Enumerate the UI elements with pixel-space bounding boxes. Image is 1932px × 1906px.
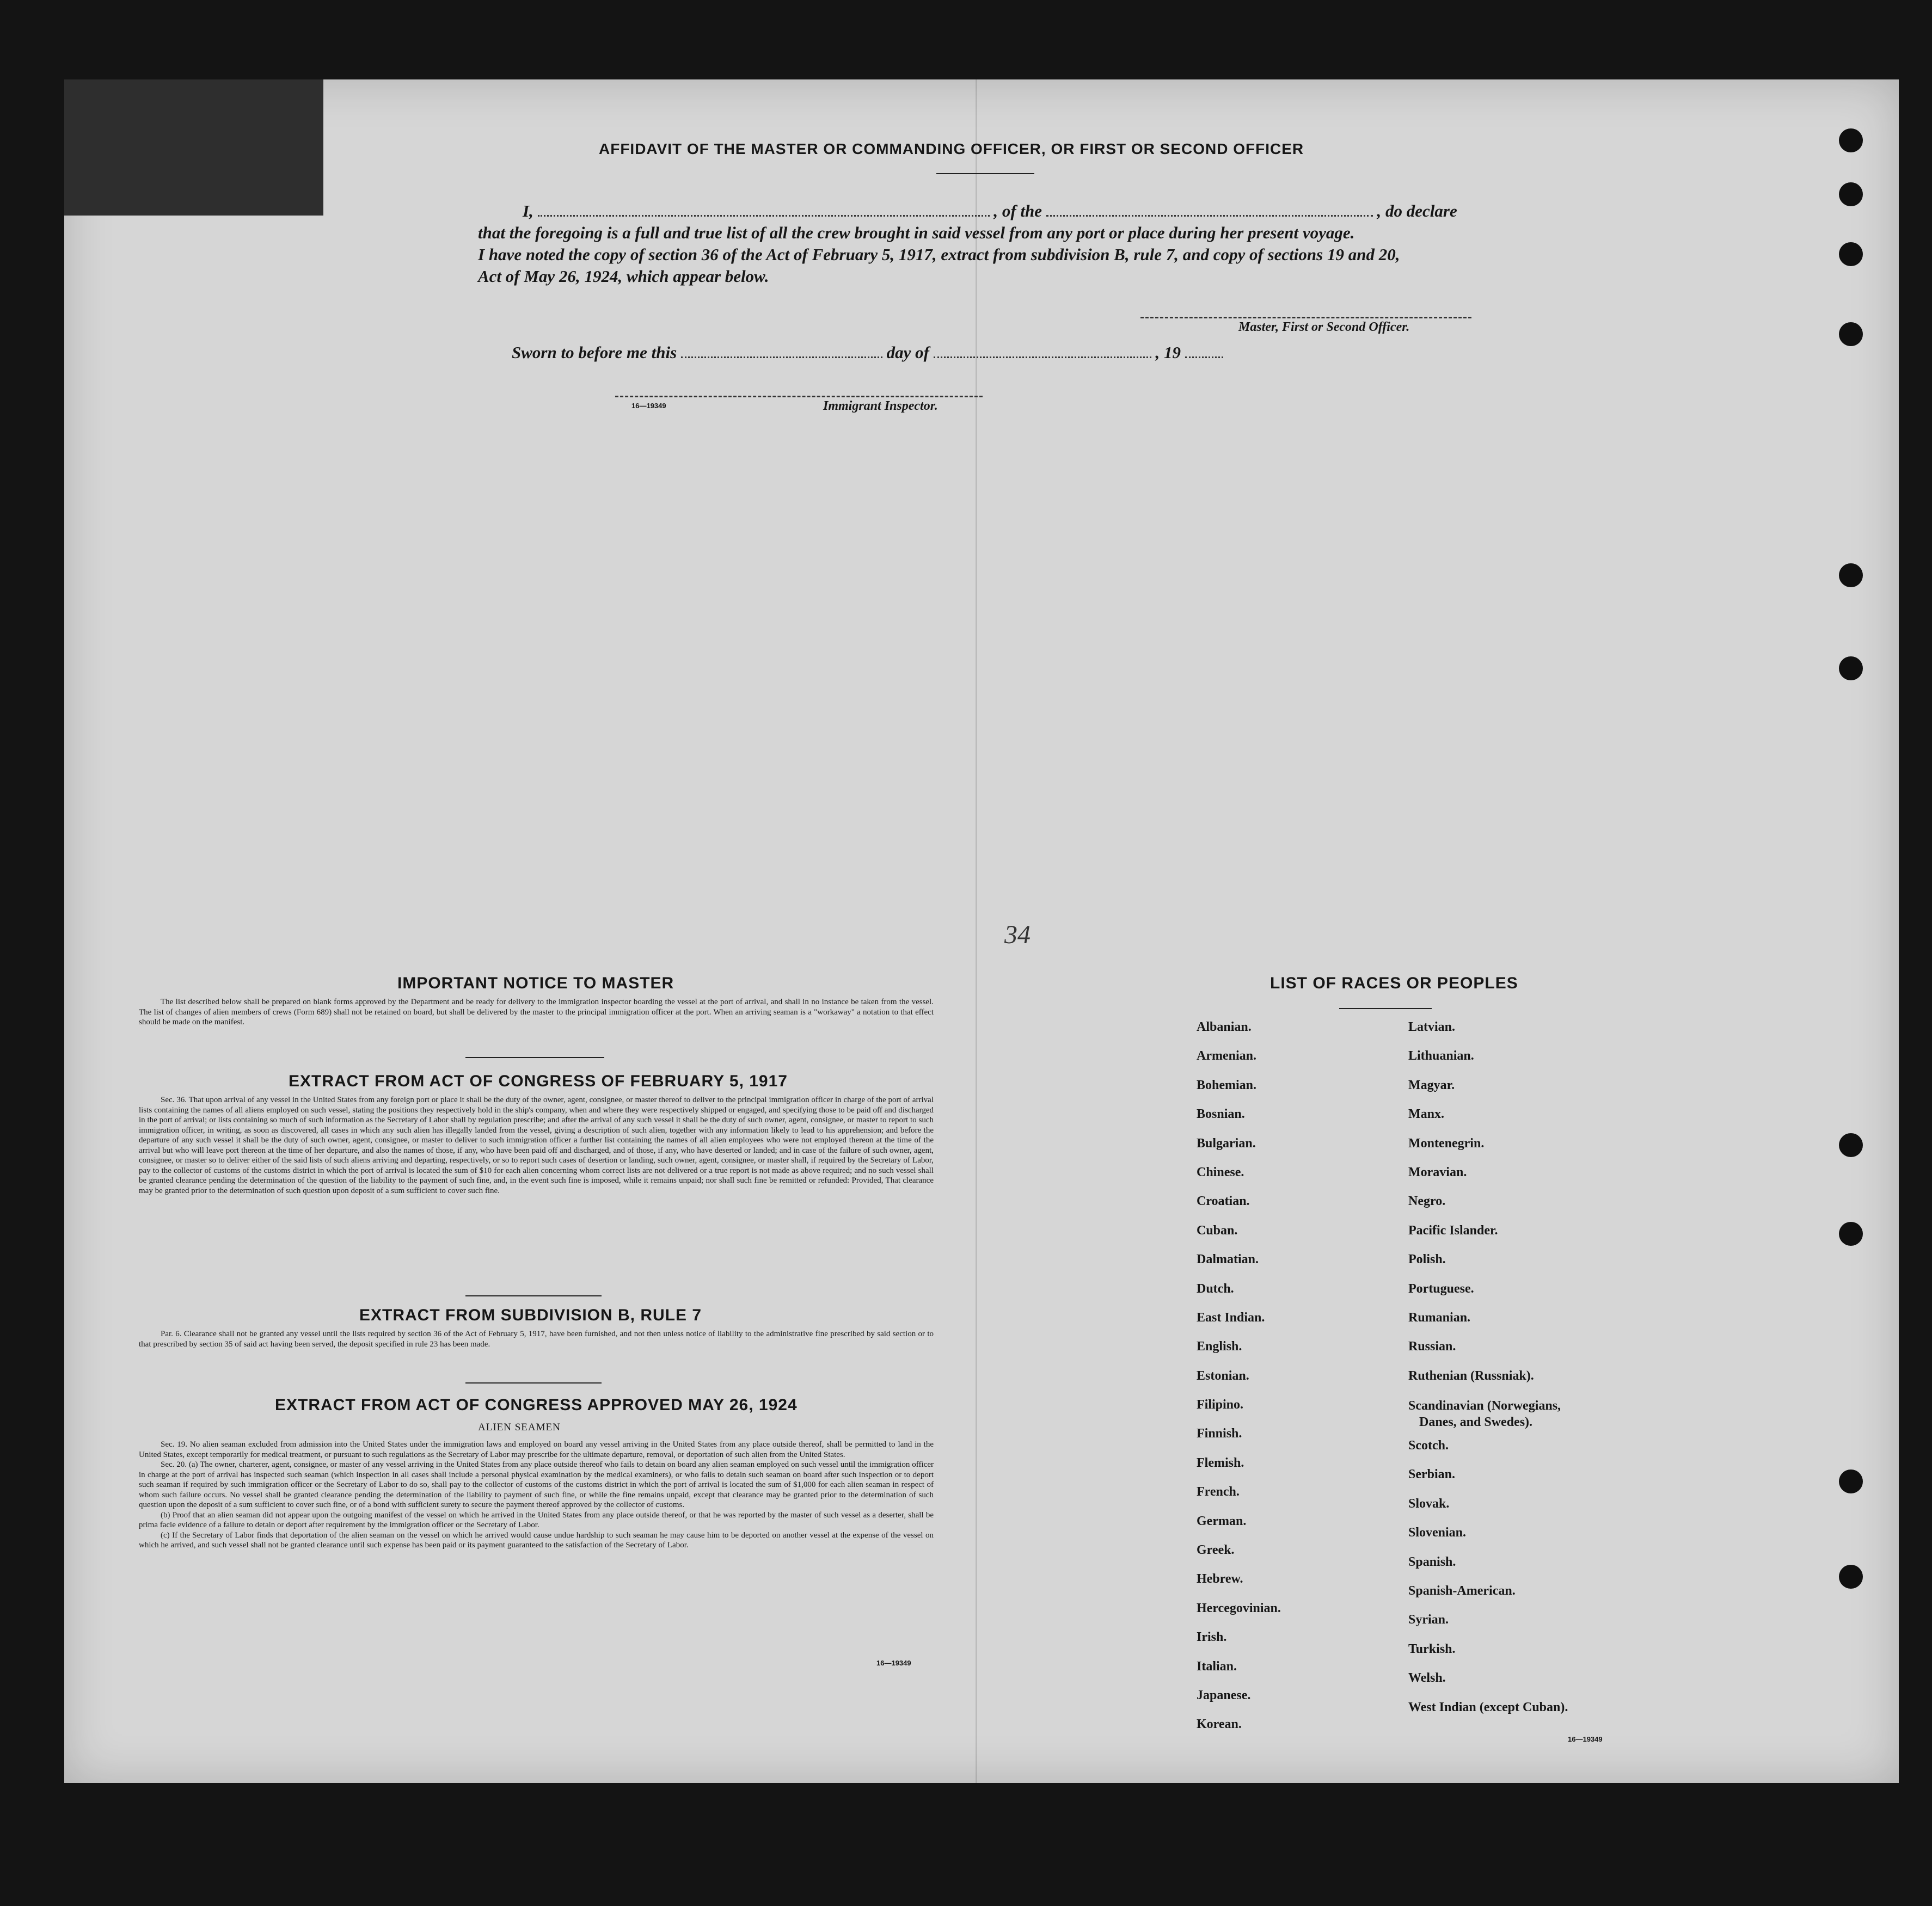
race-item: English. — [1197, 1339, 1242, 1354]
divider — [465, 1057, 604, 1058]
race-item: Filipino. — [1197, 1398, 1244, 1412]
extract-1924-title: EXTRACT FROM ACT OF CONGRESS APPROVED MAY 26, 1924 — [275, 1396, 798, 1414]
race-item-multiline — [1408, 1398, 1568, 1438]
race-item: Syrian. — [1408, 1613, 1449, 1627]
notice-paragraph: The list described below shall be prepared on blank forms approved by the Department and be ready for delivery to the immigration inspector boarding the vessel at the port of arrival, and shall in no instance be taken from the vessel. The list of changes of alien members of crews (Form 689) shall not be retained on board, but shall be delivered by the master to the principal immigration officer at the port. When an arriving seaman is a "workaway" a notation to that effect should be made on the manifest. — [139, 998, 934, 1026]
rule7-title: EXTRACT FROM SUBDIVISION B, RULE 7 — [359, 1306, 702, 1324]
divider — [465, 1382, 602, 1384]
extract-1917-title: EXTRACT FROM ACT OF CONGRESS OF FEBRUARY 5, 1917 — [289, 1072, 788, 1090]
affidavit-line-1 — [523, 201, 1457, 221]
race-item: Hebrew. — [1197, 1572, 1243, 1587]
race-item: Latvian. — [1408, 1020, 1456, 1034]
notice-text — [139, 997, 934, 1028]
form-number: 16—19349 — [1568, 1735, 1603, 1743]
race-item: Slovak. — [1408, 1496, 1450, 1511]
punch-hole — [1839, 322, 1863, 346]
rule7-text — [139, 1329, 934, 1349]
race-item: Italian. — [1197, 1659, 1237, 1674]
race-item: Portuguese. — [1408, 1281, 1474, 1296]
race-item: French. — [1197, 1485, 1240, 1499]
race-item: Finnish. — [1197, 1427, 1242, 1441]
scan-shadow — [64, 79, 323, 216]
year-blank — [1185, 356, 1223, 358]
punch-hole — [1839, 1133, 1863, 1157]
race-item: Albanian. — [1197, 1020, 1252, 1034]
punch-hole — [1839, 656, 1863, 680]
inspector-signature-line — [615, 396, 983, 397]
race-item: Negro. — [1408, 1194, 1446, 1209]
officer-label: Master, First or Second Officer. — [1238, 320, 1410, 334]
rule7-paragraph: Par. 6. Clearance shall not be granted any vessel until the lists required by section 36 of the Act of February 5, 1917, have been furnished, and not then unless notice of liability to the administrative fine prescribed by said section or to that prescribed by section 35 of said act having been served, the deposit specified in rule 23 has been made. — [139, 1330, 934, 1349]
name-blank — [538, 215, 990, 217]
vessel-blank — [1046, 215, 1373, 217]
affidavit-i: I, — [523, 201, 533, 220]
extract-1924-text — [139, 1440, 934, 1551]
race-item: Estonian. — [1197, 1368, 1249, 1383]
race-item: Lithuanian. — [1408, 1049, 1474, 1063]
punch-hole — [1839, 128, 1863, 152]
divider — [465, 1295, 602, 1296]
affidavit-line-3: I have noted the copy of section 36 of the Act of February 5, 1917, extract from subdivision B, rule 7, and copy of sections 19 and 20, — [478, 245, 1400, 264]
race-item: Montenegrin. — [1408, 1136, 1485, 1151]
race-item: German. — [1197, 1514, 1247, 1528]
race-item: Pacific Islander. — [1408, 1223, 1498, 1238]
race-item: East Indian. — [1197, 1310, 1265, 1325]
year-label: , 19 — [1155, 343, 1181, 362]
race-item: Cuban. — [1197, 1223, 1238, 1238]
page-fold — [976, 79, 977, 1783]
race-item: Bosnian. — [1197, 1107, 1245, 1122]
affidavit-declare: , do declare — [1377, 201, 1457, 220]
form-number: 16—19349 — [876, 1659, 911, 1667]
punch-hole — [1839, 1470, 1863, 1493]
race-item: Ruthenian (Russniak). — [1408, 1368, 1534, 1383]
race-item: Flemish. — [1197, 1455, 1244, 1470]
punch-hole — [1839, 1565, 1863, 1589]
race-item: Turkish. — [1408, 1641, 1456, 1656]
sworn-label: Sworn to before me this — [512, 343, 677, 362]
punch-hole — [1839, 182, 1863, 206]
alien-seamen-subtitle: ALIEN SEAMEN — [478, 1422, 561, 1433]
extract-1917-text — [139, 1095, 934, 1196]
section-20b-paragraph: (b) Proof that an alien seaman did not appear upon the outgoing manifest of the vessel on which he arrived in the United States from any place outside thereof, or that he was reported by the master of such vessel as a deserter, shall be prima facie evidence of a failure to detain or deport after requirement by the immigration officer or the Secretary of Labor. — [139, 1510, 934, 1529]
race-item: Welsh. — [1408, 1671, 1446, 1686]
punch-hole — [1839, 1222, 1863, 1246]
section-19-paragraph: Sec. 19. No alien seaman excluded from admission into the United States under the immigration laws and employed on board any vessel arriving in the United States from any place outside thereof, shall be permitted to land in the United States, except temporarily for medical treatment, or pursuant to such regulations as the Secretary of Labor may prescribe for the ultimate departure, removal, or deportation of such alien from the United States. — [139, 1440, 934, 1459]
signature-line — [1140, 317, 1471, 318]
race-item: Moravian. — [1408, 1165, 1467, 1179]
punch-hole — [1839, 563, 1863, 587]
race-item: Irish. — [1197, 1630, 1227, 1645]
month-blank — [934, 356, 1151, 358]
affidavit-title: AFFIDAVIT OF THE MASTER OR COMMANDING OFFICER, OR FIRST OR SECOND OFFICER — [599, 140, 1304, 157]
inspector-label: Immigrant Inspector. — [823, 399, 938, 413]
sworn-line — [512, 343, 1223, 362]
races-left-column — [1197, 1020, 1281, 1747]
race-item: Serbian. — [1408, 1467, 1456, 1482]
punch-hole — [1839, 242, 1863, 266]
races-title: LIST OF RACES OR PEOPLES — [1270, 974, 1518, 992]
race-item: Magyar. — [1408, 1078, 1455, 1092]
race-item: Slovenian. — [1408, 1526, 1467, 1540]
race-item: Polish. — [1408, 1252, 1446, 1267]
day-of-label: day of — [886, 343, 929, 362]
race-item: Dutch. — [1197, 1281, 1234, 1296]
affidavit-of-the: , of the — [993, 201, 1042, 220]
race-item: Korean. — [1197, 1717, 1242, 1732]
race-item: Spanish. — [1408, 1554, 1456, 1569]
handwritten-mark: 34 — [1004, 920, 1031, 949]
section-20c-paragraph: (c) If the Secretary of Labor finds that deportation of the alien seaman on the vessel on which he arrived would cause undue hardship to such seaman he may cause him to be deported on another vessel at the expense of the vessel on which he arrived, and such vessel shall not be granted clearance until such expense has been paid or its payment guaranteed to the satisfaction of the Secretary of Labor. — [139, 1530, 934, 1550]
race-item: Japanese. — [1197, 1688, 1251, 1702]
section-20a-paragraph: Sec. 20. (a) The owner, charterer, agent, consignee, or master of any vessel arriving in the United States from any place outside thereof who fails to detain on board any alien seaman employed on such vessel until the immigration officer in charge at the port of arrival has inspected such seaman (which inspection in all cases shall include a personal physical examination by the medical examiners), or who fails to detain such seaman on board after such inspection or to deport such seaman if required by such immigration officer or the Secretary of Labor to do so, shall pay to the collector of customs of the customs district in which the port of arrival is located the sum of $1,000 for each alien seaman in respect of whom such failure occurs. No vessel shall be granted clearance pending the determination of the liability to payment of such fine, or while the fine remains unpaid, except that clearance may be granted prior to the determination of such question upon the deposit of a sum sufficient to cover such fine, or of a bond with sufficient surety to secure the payment thereof approved by the collector of customs. — [139, 1460, 934, 1509]
race-item: Manx. — [1408, 1107, 1444, 1122]
race-item: Greek. — [1197, 1543, 1235, 1558]
race-item: Chinese. — [1197, 1165, 1244, 1179]
race-item: Dalmatian. — [1197, 1252, 1259, 1267]
notice-title: IMPORTANT NOTICE TO MASTER — [397, 974, 674, 992]
race-item: Bulgarian. — [1197, 1136, 1256, 1151]
affidavit-line-2: that the foregoing is a full and true list of all the crew brought in said vessel from any port or place during her present voyage. — [478, 223, 1355, 242]
race-item: Danes, and Swedes). — [1419, 1415, 1533, 1430]
divider — [1339, 1008, 1432, 1009]
race-item: West Indian (except Cuban). — [1408, 1700, 1568, 1714]
race-item: Bohemian. — [1197, 1078, 1257, 1092]
race-item: Scotch. — [1408, 1438, 1449, 1453]
race-item: Armenian. — [1197, 1049, 1256, 1063]
divider — [936, 173, 1034, 174]
form-number: 16—19349 — [631, 402, 666, 410]
race-item: Russian. — [1408, 1339, 1456, 1354]
affidavit-line-4: Act of May 26, 1924, which appear below. — [478, 267, 769, 286]
race-item: Croatian. — [1197, 1194, 1250, 1209]
day-blank — [681, 356, 882, 358]
race-item: Rumanian. — [1408, 1310, 1471, 1325]
races-right-column — [1408, 1020, 1568, 1729]
section-36-paragraph: Sec. 36. That upon arrival of any vessel in the United States from any foreign port or place it shall be the duty of the owner, agent, consignee, or master thereof to deliver to the principal immigration officer in charge of the port of arrival lists containing the names of all aliens employed on such vessel, stating the positions they respectively hold in the ship's company, when and where they were respectively shipped or engaged, and specifying those to be paid off and discharged in the port of arrival; or lists containing so much of such information as the Secretary of Labor shall by regulation prescribe; and after the arrival of any such vessel it shall be the duty of such owner, agent, consignee, or master to report to such immigration officer, in writing, as soon as discovered, all cases in which any such alien has illegally landed from the vessel, giving a description of such alien, together with any information likely to lead to his apprehension; and before the departure of any such vessel it shall be the duty of such owner, agent, consignee, or master to deliver to such immigration officer a further list containing the names of all alien employees who were not employed thereon at the time of the arrival but who will leave port thereon at the time of her departure, and also the names of those, if any, who have been paid off and discharged, and of those, if any, who have deserted or landed; and in case of the failure of such owner, agent, consignee, or master so to deliver either of the said lists of such aliens arriving and departing, respectively, or so to report such cases of desertion or landing, such owner, agent, consignee, or master shall, if required by the Secretary of Labor, pay to the collector of customs of the customs district in which the port of arrival is located the sum of $10 for each alien concerning whom correct lists are not delivered or a true report is not made as above required; and no such vessel shall be granted clearance pending the determination of the question of the liability to the payment of such fine, and, in the event such fine is imposed, while it remains unpaid; nor shall such fine be remitted or refunded: Provided, That clearance may be granted prior to the determination of such question upon deposit of a sum sufficient to cover such fine. — [139, 1096, 934, 1195]
race-item: Hercegovinian. — [1197, 1601, 1281, 1615]
race-item: Spanish-American. — [1408, 1584, 1516, 1598]
race-item: Scandinavian (Norwegians, — [1408, 1399, 1561, 1413]
